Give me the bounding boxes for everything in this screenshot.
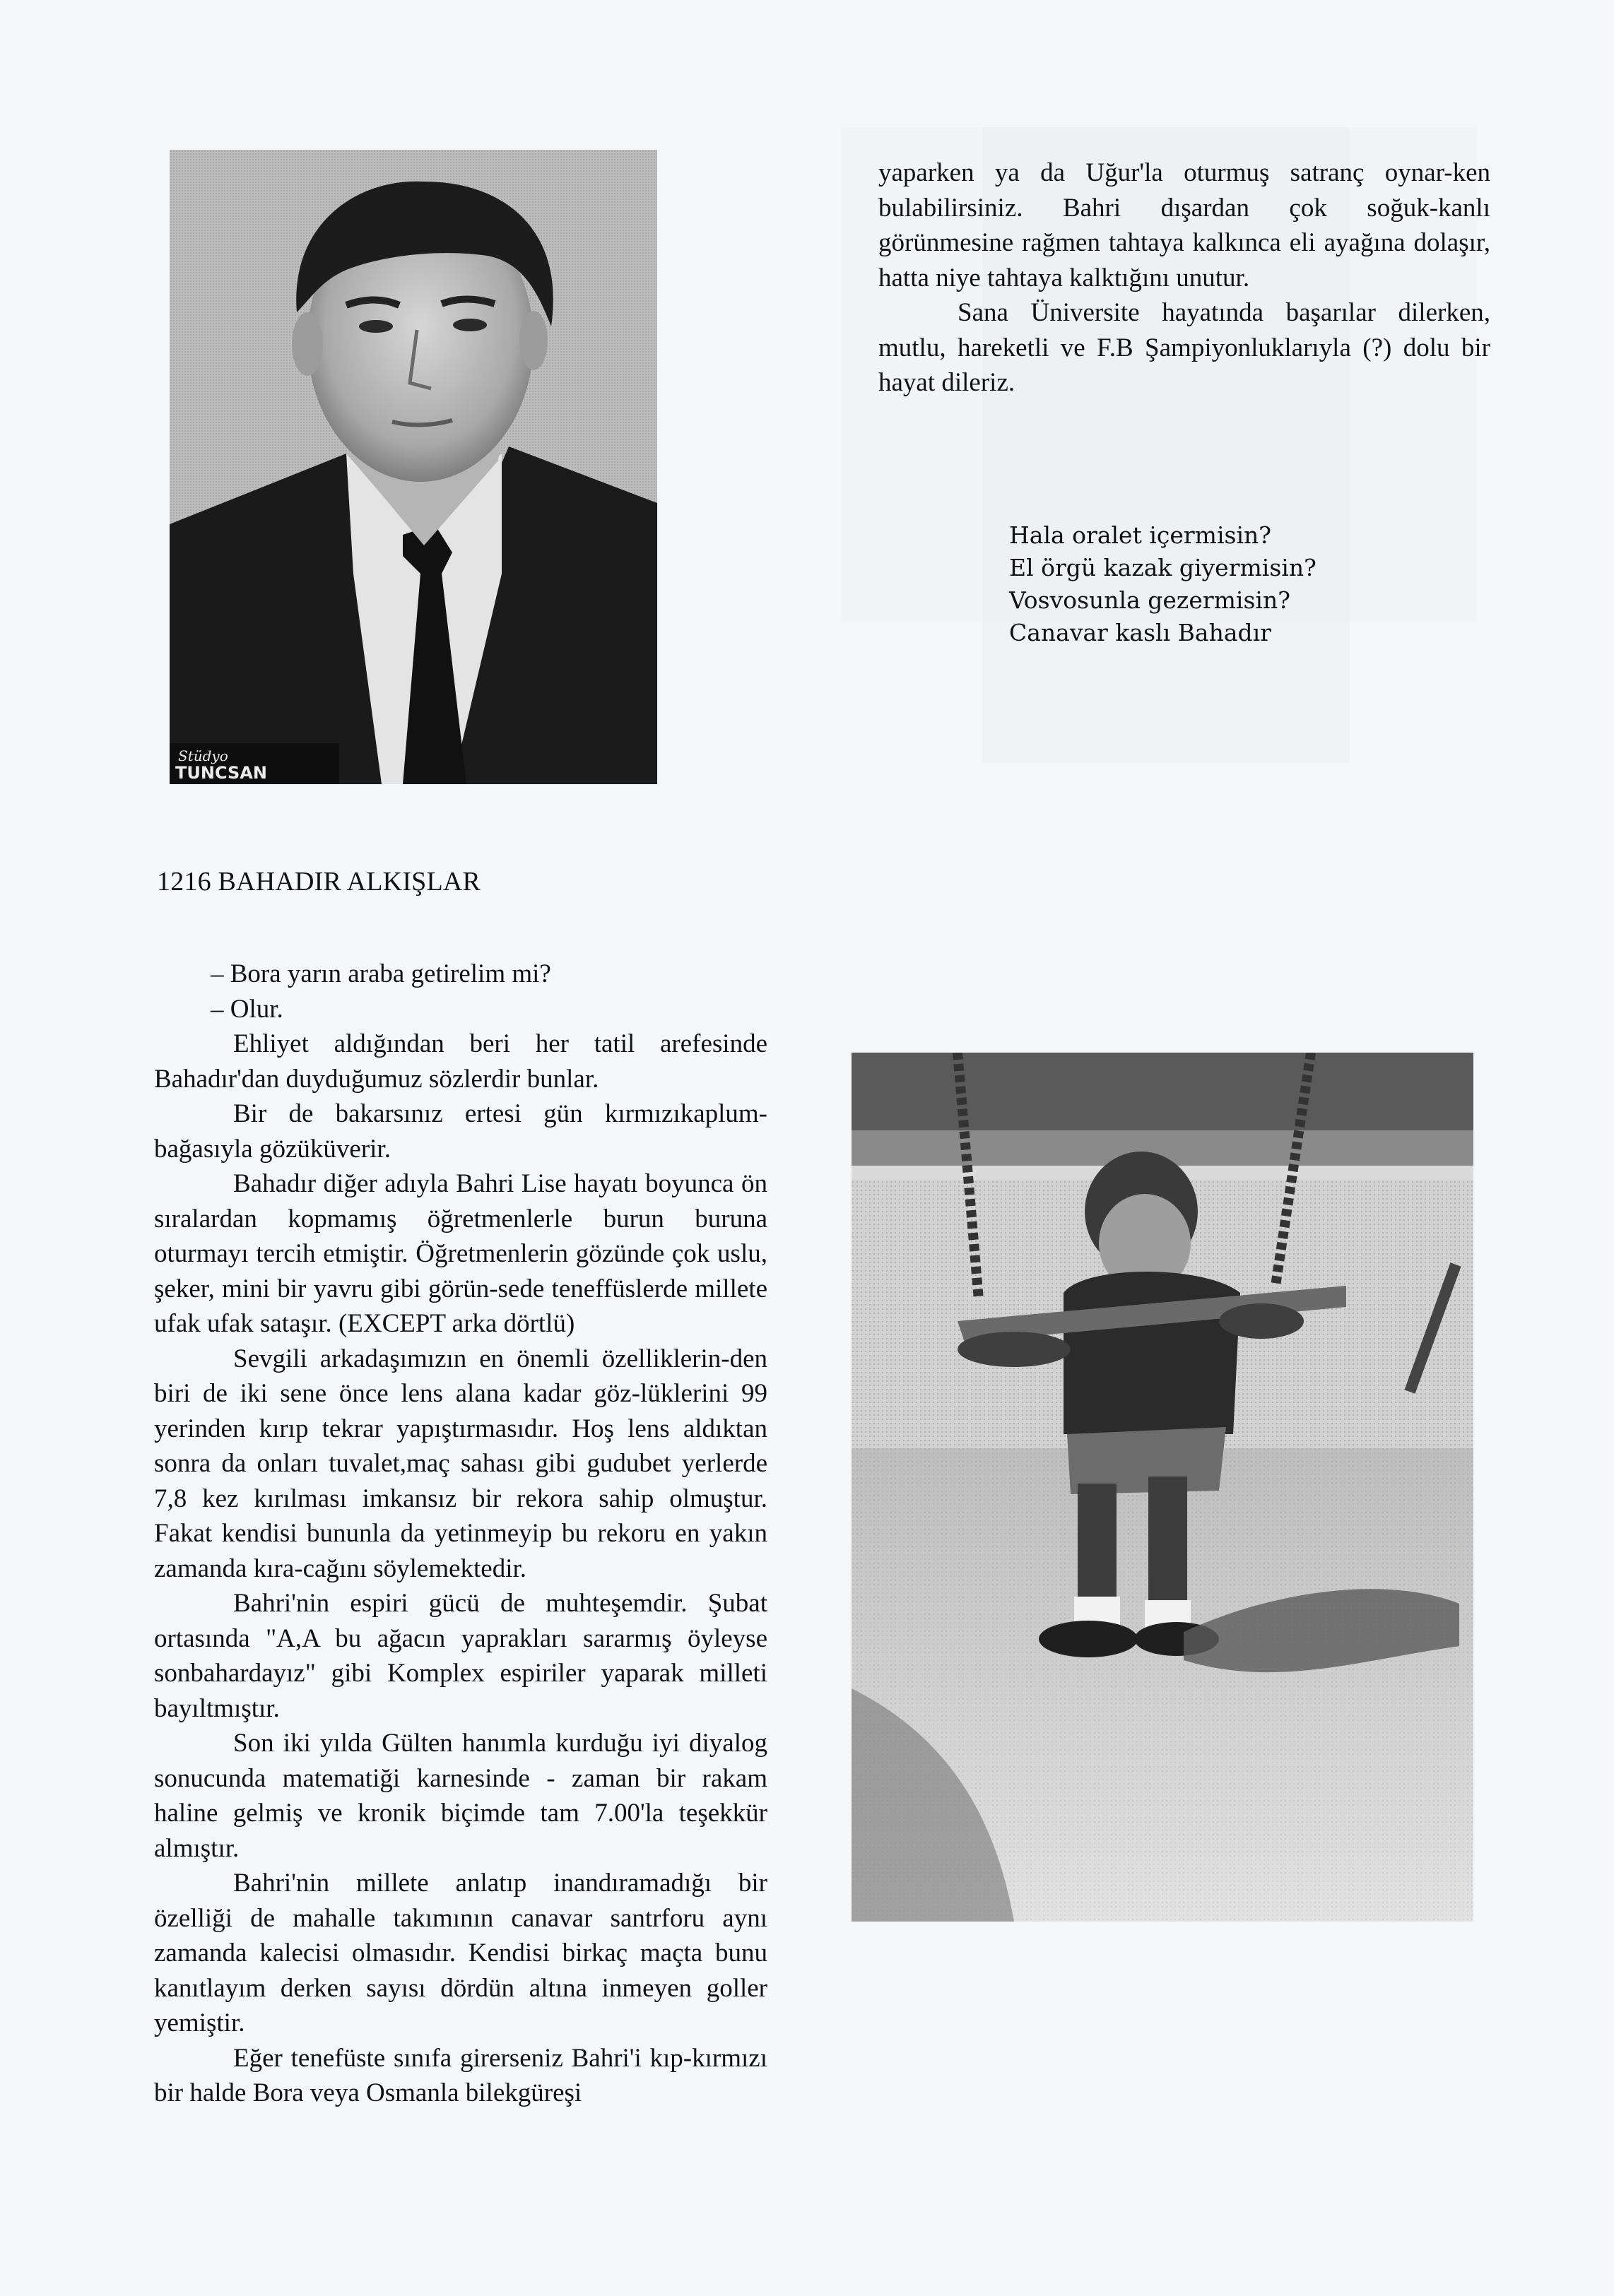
paragraph: Bir de bakarsınız ertesi gün kırmızıkaplum-bağasıyla gözüküverir. [154, 1099, 767, 1164]
paragraph: yaparken ya da Uğur'la oturmuş satranç oynar-ken bulabilirsiniz. Bahri dışardan çok soğuk-kanlı görünmesine rağmen tahtaya kalkınca eli ayağına dolaşır, hatta niye tahtaya kalktığını unutur. [878, 158, 1490, 292]
paragraph: Eğer tenefüste sınıfa girerseniz Bahri'i kıp-kırmızı bir halde Bora veya Osmanla bilekgüreşi [154, 2043, 767, 2107]
student-name-heading: 1216 BAHADIR ALKIŞLAR [157, 867, 481, 896]
paragraph: Bahadır diğer adıyla Bahri Lise hayatı boyunca ön sıralardan kopmamış öğretmenlerle burun buruna oturmayı tercih etmiştir. Öğretmenlerin gözünde çok uslu, şeker, mini bir yavru gibi görün-sede teneffüslerde millete ufak ufak sataşır. (EXCEPT arka dörtlü) [154, 1169, 767, 1338]
paragraph: Sana Üniversite hayatında başarılar dilerken, mutlu, hareketli ve F.B Şampiyonluklarıyla (?) dolu bir hayat dileriz. [878, 298, 1490, 397]
paragraph: Son iki yılda Gülten hanımla kurduğu iyi diyalog sonucunda matematiği karnesinde - zaman bir rakam haline gelmiş ve kronik biçimde tam 7.00'la teşekkür almıştır. [154, 1729, 767, 1863]
left-column-text [154, 920, 767, 2111]
poem-line: Canavar kaslı Bahadır [1009, 619, 1271, 646]
dialog-line: – Olur. [211, 994, 283, 1024]
right-column-text [878, 155, 1490, 401]
portrait-illustration [170, 150, 657, 784]
studio-watermark-name: TUNCSAN [175, 763, 267, 783]
paragraph: Bahri'nin espiri gücü de muhteşemdir. Şubat ortasında "A,A bu ağacın yaprakları sararmış öyleyse sonbahardayız" gibi Komplex espiriler yaparak milleti bayıltmıştır. [154, 1589, 767, 1723]
childhood-swing-photo [852, 1053, 1473, 1922]
poem-line: Hala oralet içermisin? [1009, 521, 1271, 549]
poem-line: Vosvosunla gezermisin? [1009, 586, 1290, 614]
portrait-photo [170, 150, 657, 784]
studio-watermark-script: Stüdyo [178, 747, 228, 764]
dialog-line: – Bora yarın araba getirelim mi? [211, 959, 551, 988]
poem-line: El örgü kazak giyermisin? [1009, 554, 1316, 581]
poem [1009, 519, 1316, 649]
paragraph: Ehliyet aldığından beri her tatil arefesinde Bahadır'dan duyduğumuz sözlerdir bunlar. [154, 1029, 767, 1094]
paragraph: Sevgili arkadaşımızın en önemli özelliklerin-den biri de iki sene önce lens alana kadar göz-lüklerini 99 yerinden kırıp tekrar yapıştırmasıdır. Hoş lens aldıktan sonra da onları tuvalet,maç sahası gibi gudubet yerlerde 7,8 kez kırılması imkansız bir rekora sahip olmuştur. Fakat kendisi bununla da yetinmeyip bu rekoru en yakın zamanda kıra-cağını söylemektedir. [154, 1344, 767, 1583]
childhood-illustration [852, 1053, 1473, 1922]
paragraph: Bahri'nin millete anlatıp inandıramadığı bir özelliği de mahalle takımının canavar santrforu aynı zamanda kalecisi olmasıdır. Kendisi birkaç maçta bunu kanıtlayım derken sayısı dördün altına inmeyen goller yemiştir. [154, 1869, 767, 2037]
